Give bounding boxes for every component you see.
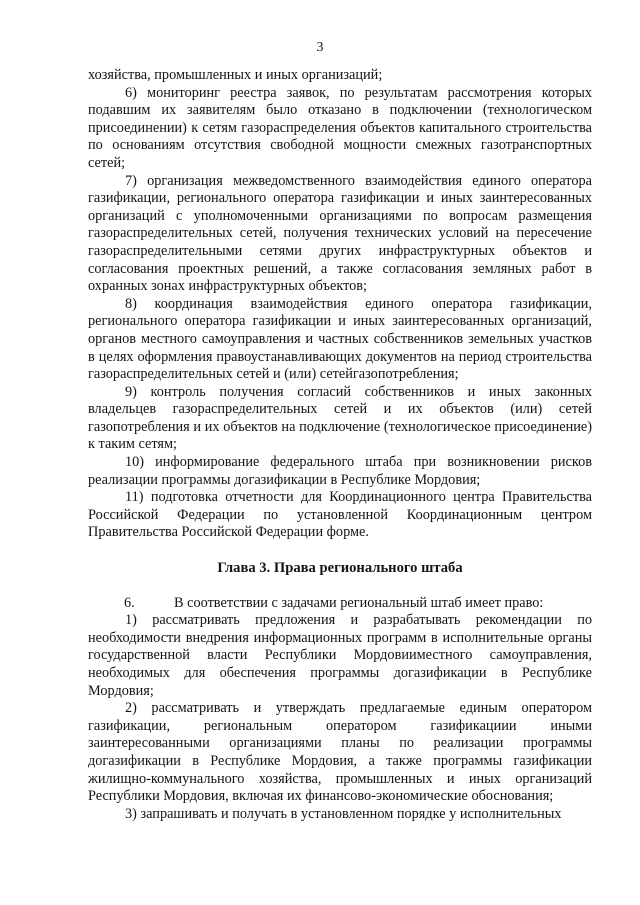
paragraph-item-10: 10) информирование федерального штаба при возникновении рисков реализации программы догазификации в Республике Мордовия;: [88, 454, 592, 488]
paragraph-item-8: 8) координация взаимодействия единого оператора газификации, регионального оператора газификации и иных заинтересованных организаций, органов местного самоуправления и частных собственников земельных участков в целях оформления правоустанавливающих документов на период строительства газораспределительных сетей и (или) сетейгазопотребления;: [88, 295, 592, 383]
paragraph-list-before: [88, 67, 592, 542]
section-6-text: В соответствии с задачами региональный штаб имеет право:: [174, 594, 544, 611]
paragraph-list-after: [88, 612, 592, 823]
paragraph-item-9: 9) контроль получения согласий собственников и иных законных владельцев газораспределительных сетей и их объектов (или) сетей газопотребления и их объектов на подключение (технологическое присоединение) к таким сетям;: [88, 383, 592, 453]
section-number: 6.: [124, 594, 135, 611]
right-item-1: 1) рассматривать предложения и разрабатывать рекомендации по необходимости внедрения информационных программ в исполнительные органы государственной власти Республики Мордовииместного самоуправления, необходимых для обеспечения программы догазификации в Республике Мордовия;: [88, 612, 592, 699]
paragraph-item-6: 6) мониторинг реестра заявок, по результатам рассмотрения которых подавшим их заявителям было отказано в подключении (технологическом присоединении) к сетям газораспределения объектов капитального строительства по основаниям отсутствия свободной мощности смежных газотранспортных сетей;: [88, 84, 592, 171]
right-item-2: 2) рассматривать и утверждать предлагаемые единым оператором газификации, региональным оператором газификациии иными заинтересованными организациями планы по реализации программы догазификации в Республике Мордовия, а также программы газификации жилищно-коммунального хозяйства, промышленных и иных организаций Республики Мордовия, включая их финансово-экономические обоснования;: [88, 700, 592, 805]
right-item-3: 3) запрашивать и получать в установленном порядке у исполнительных: [125, 805, 562, 822]
document-body: [88, 67, 592, 823]
section-6-intro: [88, 595, 592, 613]
page-number: 3: [316, 40, 324, 55]
paragraph-item-7: 7) организация межведомственного взаимодействия единого оператора газификации, регионального оператора газификации и иных заинтересованных организаций с уполномоченными организациями по вопросам размещения газораспределительных сетей, получения технических условий на пересечение газораспределительными сетями других инфраструктурных объектов и согласования проектных решений, а также согласования земляных работ в охранных зонах инфраструктурных объектов;: [88, 172, 592, 295]
paragraph-item-11: 11) подготовка отчетности для Координационного центра Правительства Российской Федерации по установленной Координационным центром Правительства Российской Федерации форме.: [88, 489, 592, 541]
paragraph-continuation: хозяйства, промышленных и иных организаций;: [88, 67, 383, 83]
chapter-heading: Глава 3. Права регионального штаба: [217, 560, 463, 577]
